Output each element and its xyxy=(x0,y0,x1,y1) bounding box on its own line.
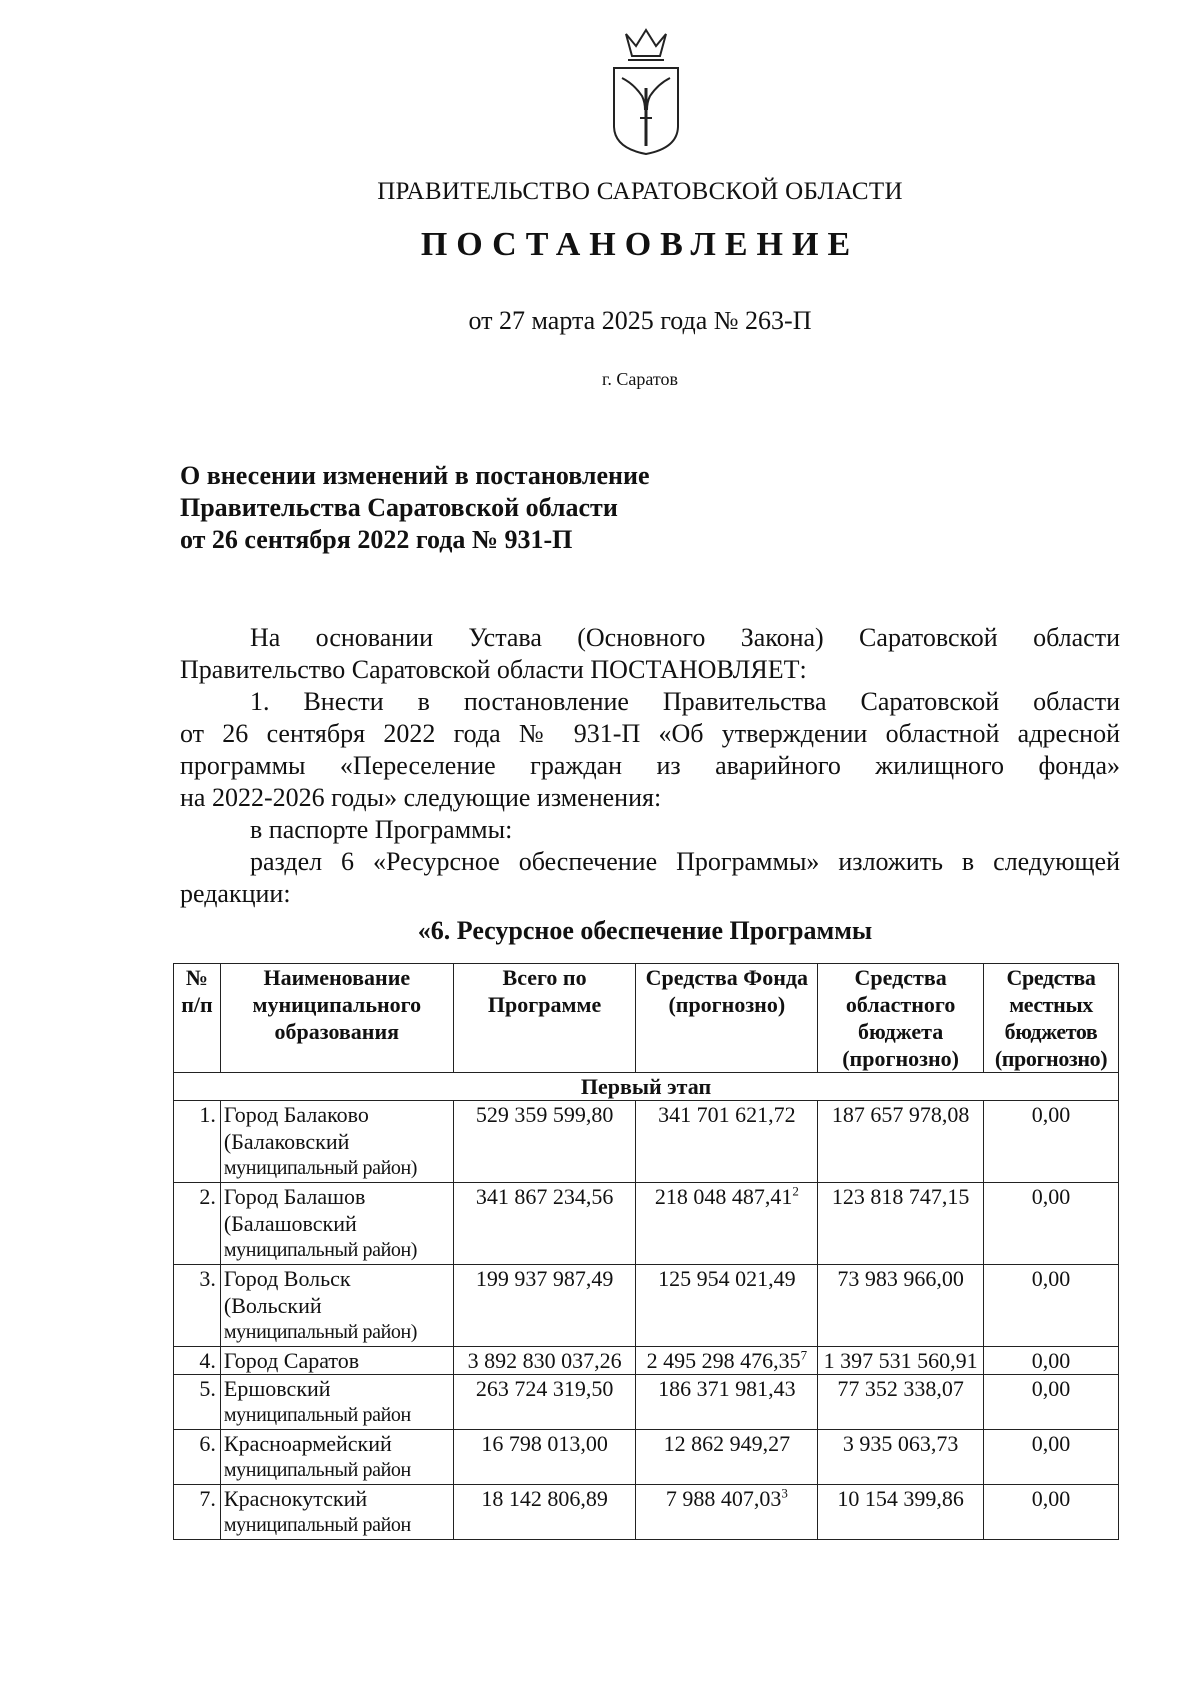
local-value: 0,00 xyxy=(1031,1486,1071,1511)
paragraph-line: от 26 сентября 2022 года № 931-П «Об утверждении областной адресной xyxy=(180,719,1120,748)
total-value: 341 867 234,56 xyxy=(475,1184,614,1209)
header-num: № п/п xyxy=(174,964,221,1073)
fund-value: 12 862 949,27 xyxy=(663,1431,791,1456)
table-row xyxy=(174,1183,1119,1265)
row-number: 2. xyxy=(199,1184,216,1209)
table-row xyxy=(174,1485,1119,1540)
local-cell xyxy=(984,1183,1119,1265)
paragraph-line: Правительство Саратовской области ПОСТАНОВЛЯЕТ: xyxy=(180,655,807,684)
row-number: 1. xyxy=(199,1102,216,1127)
table-row xyxy=(174,1430,1119,1485)
local-value: 0,00 xyxy=(1031,1348,1071,1373)
local-cell xyxy=(984,1375,1119,1430)
saratov-coat-of-arms-icon xyxy=(604,26,688,156)
paragraph-line: на 2022-2026 годы» следующие изменения: xyxy=(180,783,662,812)
regional-value: 3 935 063,73 xyxy=(842,1431,959,1456)
municipality-cell xyxy=(220,1375,453,1430)
municipality-name: (Балаковский xyxy=(223,1129,350,1154)
municipality-cell xyxy=(220,1485,453,1540)
row-number: 7. xyxy=(199,1486,216,1511)
local-cell xyxy=(984,1347,1119,1375)
subject-line: от 26 сентября 2022 года № 931-П xyxy=(180,525,573,554)
paragraph-line: На основании Устава (Основного Закона) Саратовской области xyxy=(250,623,1120,652)
paragraph-line: редакции: xyxy=(180,879,291,908)
total-value: 263 724 319,50 xyxy=(475,1376,614,1401)
municipality-cell xyxy=(220,1101,453,1183)
fund-value: 341 701 621,72 xyxy=(658,1102,796,1127)
total-cell xyxy=(453,1101,636,1183)
total-cell xyxy=(453,1485,636,1540)
fund-value: 7 988 407,03 xyxy=(665,1486,782,1511)
header-fund: Средства Фонда (прогнозно) xyxy=(636,964,818,1073)
total-cell xyxy=(453,1347,636,1375)
municipality-name: муниципальный район) xyxy=(223,1321,418,1343)
table-row xyxy=(174,1101,1119,1183)
fund-cell xyxy=(636,1265,818,1347)
local-cell xyxy=(984,1485,1119,1540)
local-value: 0,00 xyxy=(1031,1184,1071,1209)
local-value: 0,00 xyxy=(1031,1376,1071,1401)
row-number: 4. xyxy=(199,1348,216,1373)
municipality-name: Ершовский xyxy=(223,1376,331,1401)
table-row xyxy=(174,1375,1119,1430)
municipality-name: (Вольский xyxy=(223,1293,322,1318)
municipality-name: Краснокутский xyxy=(223,1486,368,1511)
municipality-name: (Балашовский xyxy=(223,1211,357,1236)
row-number: 6. xyxy=(199,1431,216,1456)
regional-cell xyxy=(818,1101,984,1183)
regional-cell xyxy=(818,1430,984,1485)
municipality-name: Красноармейский xyxy=(223,1431,392,1456)
municipality-cell xyxy=(220,1347,453,1375)
total-cell xyxy=(453,1265,636,1347)
regional-cell xyxy=(818,1485,984,1540)
total-value: 529 359 599,80 xyxy=(475,1102,614,1127)
fund-value: 2 495 298 476,35 xyxy=(646,1348,801,1373)
local-value: 0,00 xyxy=(1031,1431,1071,1456)
municipality-name: муниципальный район xyxy=(223,1514,411,1536)
fund-cell xyxy=(636,1347,818,1375)
row-number-cell xyxy=(174,1430,221,1485)
government-name: ПРАВИТЕЛЬСТВО САРАТОВСКОЙ ОБЛАСТИ xyxy=(377,178,903,205)
total-cell xyxy=(453,1375,636,1430)
row-number-cell xyxy=(174,1101,221,1183)
regional-cell xyxy=(818,1265,984,1347)
row-number-cell xyxy=(174,1265,221,1347)
fund-footnote: 7 xyxy=(800,1347,808,1363)
row-number: 5. xyxy=(199,1376,216,1401)
resource-table xyxy=(173,963,1119,1540)
local-value: 0,00 xyxy=(1031,1102,1071,1127)
regional-value: 77 352 338,07 xyxy=(837,1376,964,1401)
regional-value: 73 983 966,00 xyxy=(837,1266,964,1291)
fund-footnote: 3 xyxy=(781,1485,788,1501)
fund-cell xyxy=(636,1485,818,1540)
paragraph-line: в паспорте Программы: xyxy=(250,815,513,844)
row-number: 3. xyxy=(199,1266,216,1291)
table-row xyxy=(174,1265,1119,1347)
total-cell xyxy=(453,1430,636,1485)
paragraph-line: раздел 6 «Ресурсное обеспечение Программы» изложить в следующей xyxy=(250,847,1120,876)
local-cell xyxy=(984,1101,1119,1183)
fund-footnote: 2 xyxy=(792,1183,799,1199)
fund-cell xyxy=(636,1101,818,1183)
municipality-name: муниципальный район xyxy=(223,1459,411,1481)
municipality-cell xyxy=(220,1430,453,1485)
fund-value: 125 954 021,49 xyxy=(658,1266,796,1291)
table-row xyxy=(174,1347,1119,1375)
section-title: «6. Ресурсное обеспечение Программы xyxy=(417,916,873,945)
regional-value: 123 818 747,15 xyxy=(831,1184,970,1209)
regional-cell xyxy=(818,1183,984,1265)
document-subject xyxy=(180,460,650,556)
paragraph-line: 1. Внести в постановление Правительства Саратовской области xyxy=(250,687,1120,716)
fund-cell xyxy=(636,1430,818,1485)
table-header-row xyxy=(174,964,1119,1073)
municipality-name: муниципальный район) xyxy=(223,1157,418,1179)
municipality-name: Город Балашов xyxy=(223,1184,366,1209)
total-cell xyxy=(453,1183,636,1265)
municipality-cell xyxy=(220,1265,453,1347)
row-number-cell xyxy=(174,1485,221,1540)
subject-line: Правительства Саратовской области xyxy=(180,493,618,522)
local-value: 0,00 xyxy=(1031,1266,1071,1291)
stage-row xyxy=(174,1073,1119,1101)
header-total: Всего по Программе xyxy=(453,964,636,1073)
header-local: Средства местных бюджетов (прогнозно) xyxy=(984,964,1119,1073)
document-body xyxy=(180,622,1120,910)
municipality-name: муниципальный район) xyxy=(223,1239,418,1261)
header-name: Наименование муниципального образования xyxy=(220,964,453,1073)
municipality-cell xyxy=(220,1183,453,1265)
regional-cell xyxy=(818,1375,984,1430)
fund-cell xyxy=(636,1183,818,1265)
paragraph-line: программы «Переселение граждан из аварийного жилищного фонда» xyxy=(180,751,1120,780)
local-cell xyxy=(984,1265,1119,1347)
document-date-number: от 27 марта 2025 года № 263-П xyxy=(468,306,812,335)
total-value: 199 937 987,49 xyxy=(475,1266,614,1291)
regional-value: 187 657 978,08 xyxy=(831,1102,970,1127)
municipality-name: Город Балаково xyxy=(223,1102,369,1127)
row-number-cell xyxy=(174,1183,221,1265)
header-regional: Средства областного бюджета (прогнозно) xyxy=(818,964,984,1073)
stage-label: Первый этап xyxy=(174,1073,1119,1101)
regional-cell xyxy=(818,1347,984,1375)
row-number-cell xyxy=(174,1347,221,1375)
total-value: 18 142 806,89 xyxy=(481,1486,608,1511)
document-city: г. Саратов xyxy=(602,369,678,389)
total-value: 3 892 830 037,26 xyxy=(467,1348,622,1373)
municipality-name: Город Саратов xyxy=(223,1348,360,1373)
subject-line: О внесении изменений в постановление xyxy=(180,461,650,490)
fund-value: 218 048 487,41 xyxy=(654,1184,793,1209)
local-cell xyxy=(984,1430,1119,1485)
fund-cell xyxy=(636,1375,818,1430)
fund-value: 186 371 981,43 xyxy=(658,1376,796,1401)
total-value: 16 798 013,00 xyxy=(481,1431,608,1456)
regional-value: 10 154 399,86 xyxy=(837,1486,964,1511)
document-type: ПОСТАНОВЛЕНИЕ xyxy=(420,226,860,263)
row-number-cell xyxy=(174,1375,221,1430)
regional-value: 1 397 531 560,91 xyxy=(823,1348,978,1373)
municipality-name: муниципальный район xyxy=(223,1404,411,1426)
municipality-name: Город Вольск xyxy=(223,1266,351,1291)
